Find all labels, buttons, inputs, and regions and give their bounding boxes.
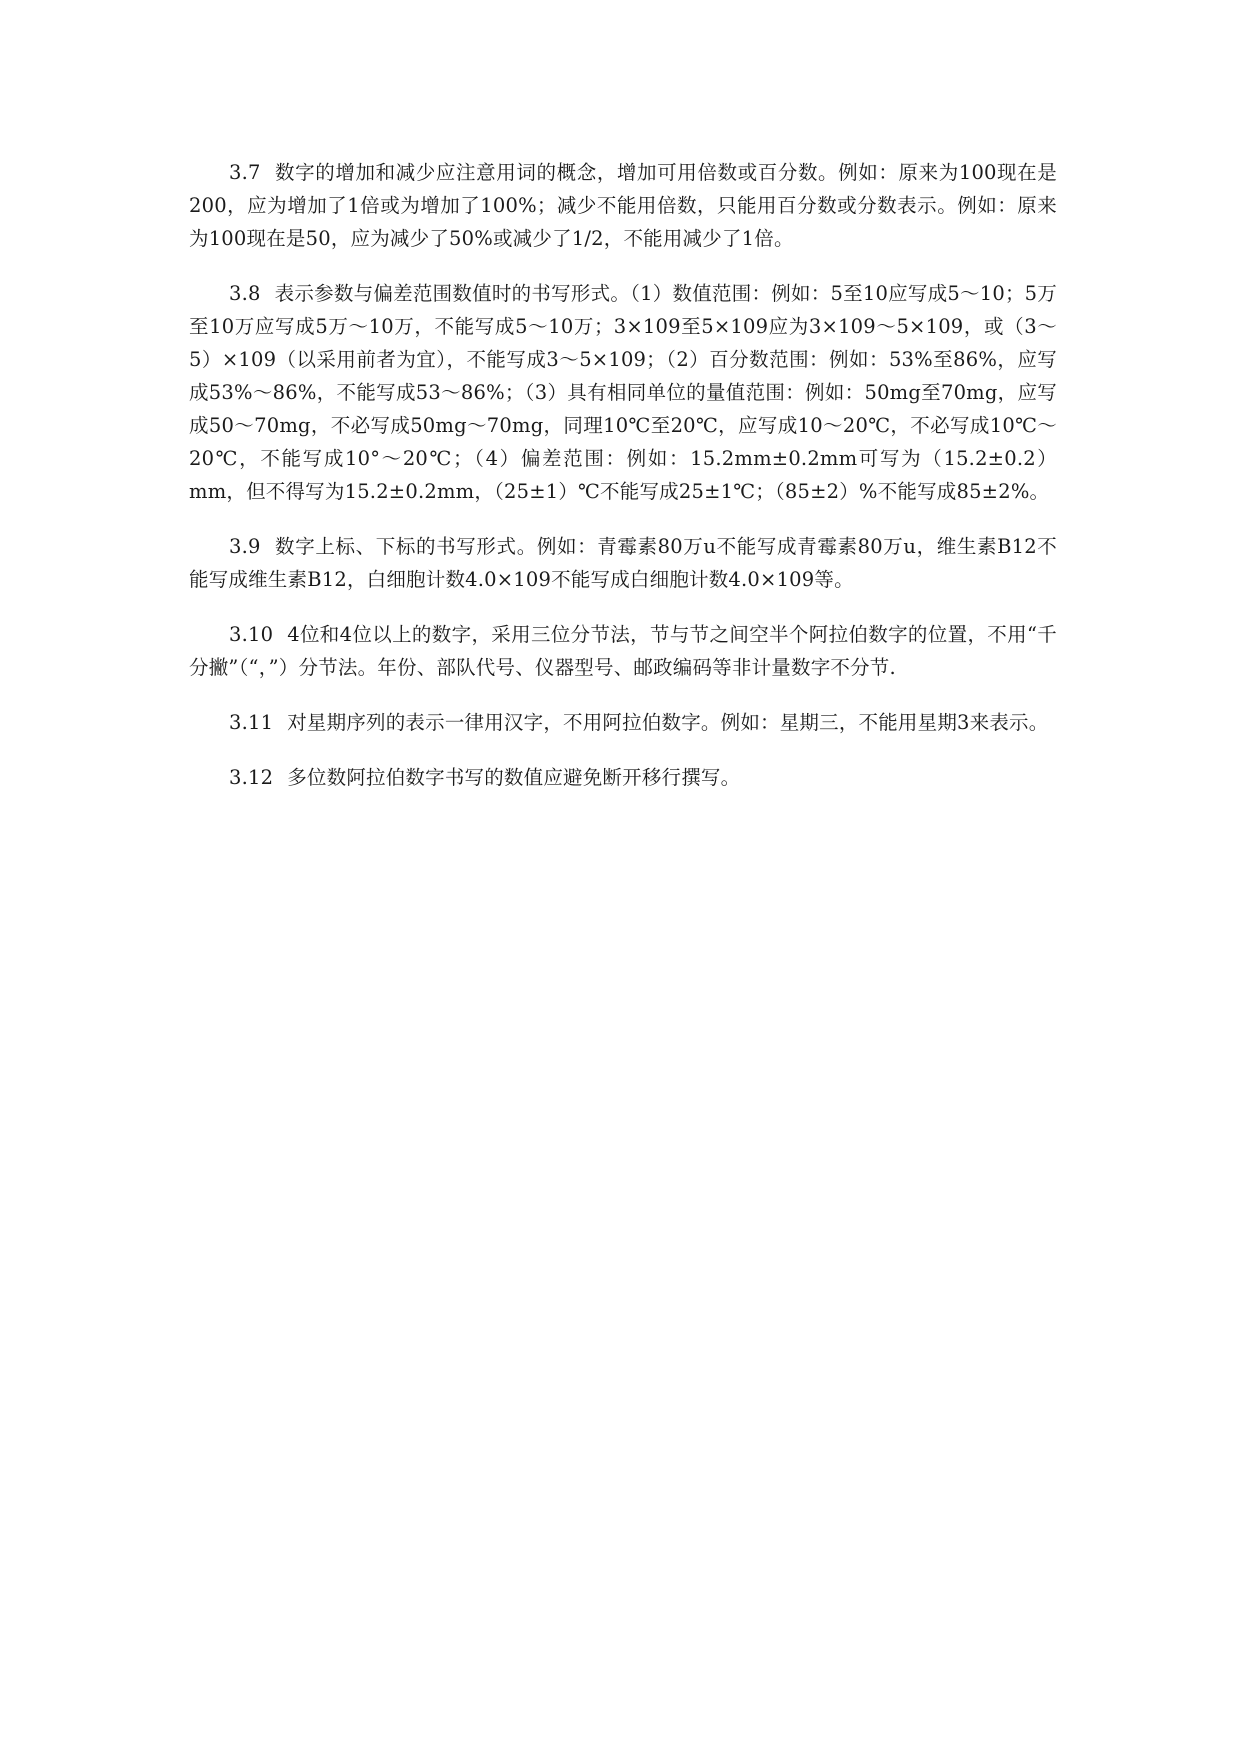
section-number: 3.11: [229, 711, 274, 734]
section-3-10: [189, 618, 1057, 684]
section-3-8: [189, 277, 1057, 508]
section-text: 4位和4位以上的数字，采用三位分节法，节与节之间空半个阿拉伯数字的位置，不用“千分撇”（“，”）分节法。年份、部队代号、仪器型号、邮政编码等非计量数字不分节.: [189, 623, 1057, 679]
section-number: 3.9: [229, 535, 261, 558]
section-text: 表示参数与偏差范围数值时的书写形式。（1）数值范围：例如：5至10应写成5～10；5万至10万应写成5万～10万，不能写成5～10万；3×109至5×109应为3×109～5×109，或（3～5）×109（以采用前者为宜），不能写成3～5×109；（2）百分数范围：例如：53%至86%，应写成53%～86%，不能写成53～86%；（3）具有相同单位的量值范围：例如：50mg至70mg，应写成50～70mg，不必写成50mg～70mg，同理10℃至20℃，应写成10～20℃，不必写成10℃～20℃，不能写成10°～20℃；（4）偏差范围：例如：15.2mm±0.2mm可写为（15.2±0.2）mm，但不得写为15.2±0.2mm，（25±1）℃不能写成25±1℃；（85±2）%不能写成85±2%。: [189, 282, 1057, 503]
section-3-7: [189, 156, 1057, 255]
section-3-12: [189, 761, 1057, 794]
section-number: 3.10: [229, 623, 274, 646]
section-3-9: [189, 530, 1057, 596]
section-text: 多位数阿拉伯数字书写的数值应避免断开移行撰写。: [287, 766, 741, 789]
section-number: 3.8: [229, 282, 261, 305]
section-3-11: [189, 706, 1057, 739]
section-text: 数字的增加和减少应注意用词的概念，增加可用倍数或百分数。例如：原来为100现在是200，应为增加了1倍或为增加了100%；减少不能用倍数，只能用百分数或分数表示。例如：原来为100现在是50，应为减少了50%或减少了1/2，不能用减少了1倍。: [189, 161, 1057, 250]
section-text: 对星期序列的表示一律用汉字，不用阿拉伯数字。例如：星期三，不能用星期3来表示。: [287, 711, 1049, 734]
section-number: 3.12: [229, 766, 274, 789]
section-number: 3.7: [229, 161, 261, 184]
section-text: 数字上标、下标的书写形式。例如：青霉素80万u不能写成青霉素80万u，维生素B12不能写成维生素B12，白细胞计数4.0×109不能写成白细胞计数4.0×109等。: [189, 535, 1057, 591]
document-page: [189, 156, 1057, 816]
